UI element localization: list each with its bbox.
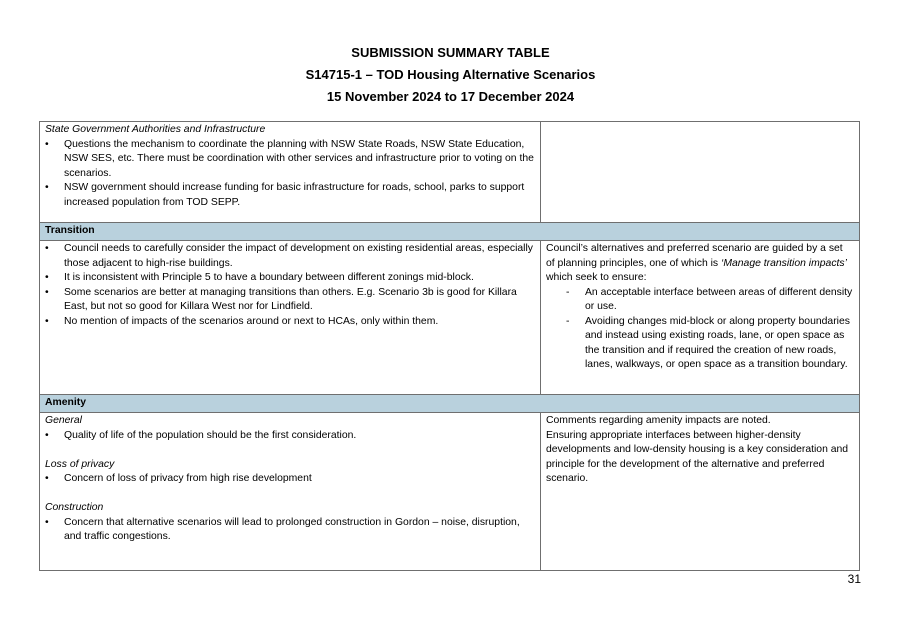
response-text: Comments regarding amenity impacts are noted. Ensuring appropriate interfaces between higher-density developments and low-density housing is a key consideration and principle for the development of the alternative and preferred scenario. <box>546 415 849 484</box>
response-cell <box>541 122 860 223</box>
document-title: SUBMISSION SUMMARY TABLE <box>351 45 550 60</box>
dash-list <box>546 286 854 373</box>
list-item: • No mention of impacts of the scenarios around or next to HCAs, only within them. <box>45 315 535 330</box>
submission-cell <box>40 122 541 223</box>
submission-cell <box>40 413 541 571</box>
subheading-loss-of-privacy: Loss of privacy <box>45 458 115 470</box>
table-row <box>40 241 860 395</box>
bullet-list <box>45 138 535 211</box>
section-header-row <box>40 223 860 241</box>
table-row <box>40 122 860 223</box>
list-item: - An acceptable interface between areas of different density or use. <box>566 286 854 315</box>
section-header-row <box>40 395 860 413</box>
document-date-range: 15 November 2024 to 17 December 2024 <box>326 89 575 104</box>
section-heading-transition: Transition <box>40 223 860 241</box>
response-intro: Council’s alternatives and preferred scenario are guided by a set of planning principles, one of which is <box>546 243 843 269</box>
response-cell <box>541 241 860 395</box>
list-item: • Council needs to carefully consider the impact of development on existing residential areas, especially those adjacent to high-rise buildings. <box>45 242 535 271</box>
bullet-list <box>45 472 535 487</box>
response-text <box>546 242 854 286</box>
document-subtitle: S14715-1 – TOD Housing Alternative Scenarios <box>305 67 596 82</box>
list-item: • Questions the mechanism to coordinate the planning with NSW State Roads, NSW State Education, NSW SES, etc. There must be coordination with other services and infrastructure prior to voting on the scenarios. <box>45 138 535 182</box>
page-number: 31 <box>847 572 861 586</box>
section-heading-amenity: Amenity <box>40 395 860 413</box>
submission-cell <box>40 241 541 395</box>
list-item: • Concern that alternative scenarios will lead to prolonged construction in Gordon – noise, disruption, and traffic congestions. <box>45 516 535 545</box>
list-item: • Some scenarios are better at managing transitions than others. E.g. Scenario 3b is good for Killara East, but not so good for Killara West nor for Lindfield. <box>45 286 535 315</box>
subheading-general: General <box>45 415 82 426</box>
subheading-state-government: State Government Authorities and Infrastructure <box>45 124 266 135</box>
response-cell <box>541 413 860 571</box>
list-item: • Concern of loss of privacy from high rise development <box>45 472 535 487</box>
bullet-list <box>45 516 535 545</box>
list-item: • NSW government should increase funding for basic infrastructure for roads, school, parks to support increased population from TOD SEPP. <box>45 181 535 210</box>
submission-summary-table <box>39 121 860 571</box>
list-item: - Avoiding changes mid-block or along property boundaries and instead using existing roads, lane, or open space as the transition and if required the creation of new roads, lanes, walkways, or open space as a transition boundary. <box>566 315 854 373</box>
table-row <box>40 413 860 571</box>
bullet-list <box>45 429 535 444</box>
list-item: • It is inconsistent with Principle 5 to have a boundary between different zonings mid-block. <box>45 271 535 286</box>
subheading-construction: Construction <box>45 502 104 513</box>
bullet-list <box>45 242 535 329</box>
list-item: • Quality of life of the population should be the first consideration. <box>45 429 535 444</box>
response-intro-end: which seek to ensure: <box>546 272 647 283</box>
response-principle: ‘Manage transition impacts’ <box>721 257 847 269</box>
